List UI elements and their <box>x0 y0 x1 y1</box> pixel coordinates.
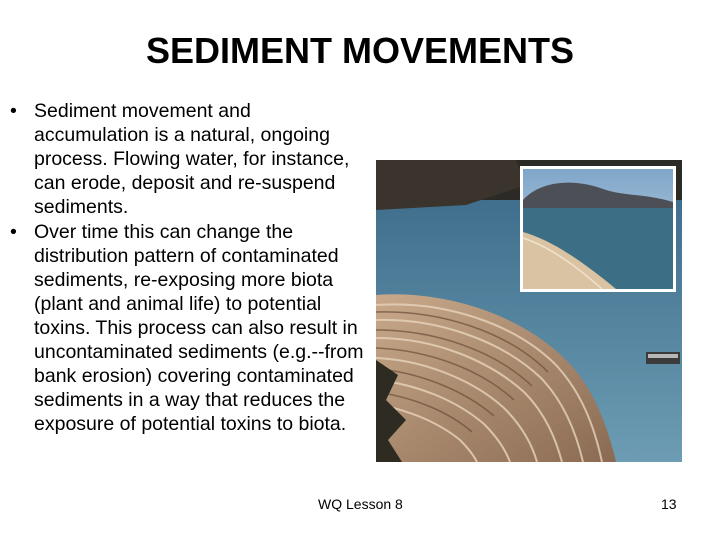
bullet-item <box>10 99 370 219</box>
bullet-glyph: • <box>10 100 17 122</box>
footer-text: WQ Lesson 8 <box>318 496 403 512</box>
sediment-photo <box>376 160 682 462</box>
bullet-list <box>10 99 370 437</box>
inset-photo <box>520 166 676 292</box>
page-number: 13 <box>661 496 677 512</box>
bullet-glyph: • <box>10 221 17 243</box>
bullet-item <box>10 220 370 436</box>
bullet-text: Sediment movement and accumulation is a natural, ongoing process. Flowing water, for instance, can erode, deposit and re-suspend sediments. <box>34 100 350 218</box>
bullet-text: Over time this can change the distribution pattern of contaminated sediments, re-exposing more biota (plant and animal life) to potential toxins. This process can also result in uncontaminated sediments (e.g.--from bank erosion) covering contaminated sediments in a way that reduces the exposure of potential toxins to biota. <box>34 221 364 435</box>
slide-title: SEDIMENT MOVEMENTS <box>145 30 575 71</box>
